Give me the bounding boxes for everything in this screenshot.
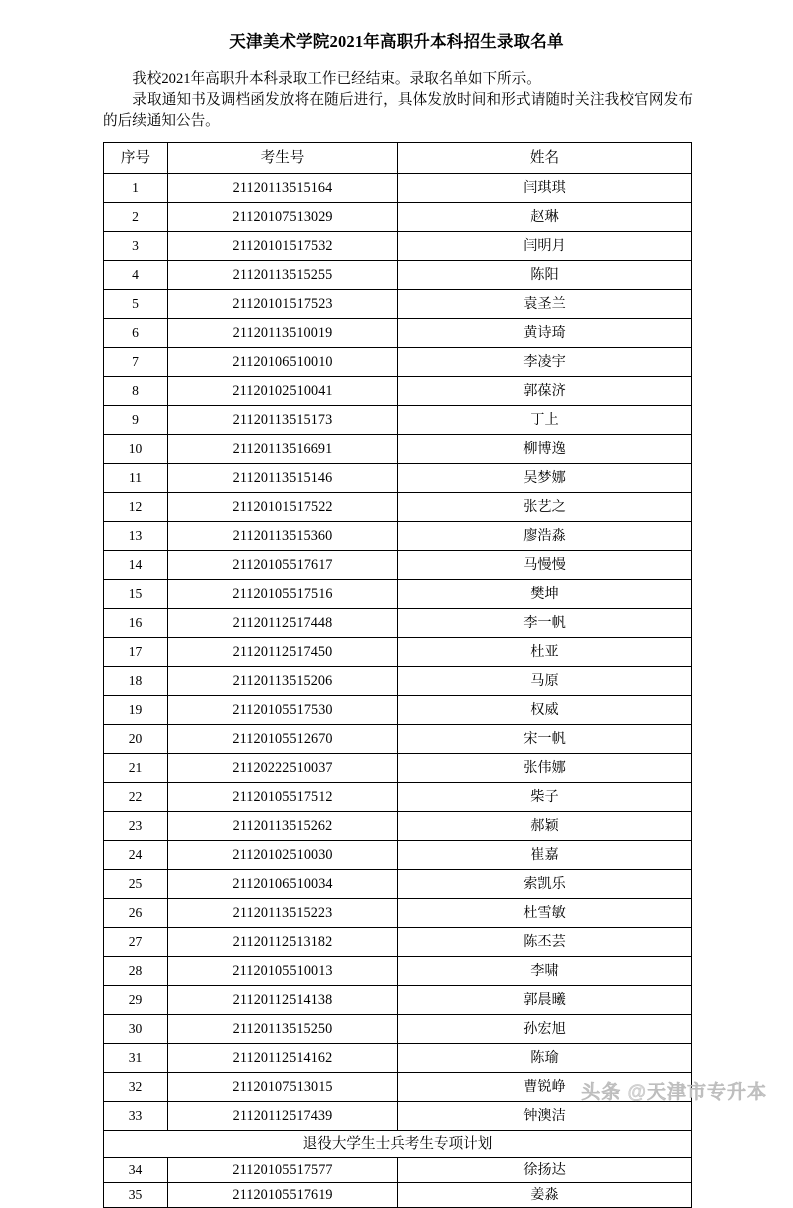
cell-exam-number: 21120113516691 xyxy=(168,435,398,464)
cell-index: 14 xyxy=(104,551,168,580)
cell-name: 柴子 xyxy=(398,783,692,812)
cell-exam-number: 21120107513015 xyxy=(168,1073,398,1102)
cell-exam-number: 21120112517450 xyxy=(168,638,398,667)
table-row xyxy=(104,261,692,290)
cell-name: 吴梦娜 xyxy=(398,464,692,493)
cell-exam-number: 21120112513182 xyxy=(168,928,398,957)
cell-name: 姜淼 xyxy=(398,1183,692,1208)
page-title: 天津美术学院2021年高职升本科招生录取名单 xyxy=(229,32,564,51)
cell-index: 21 xyxy=(104,754,168,783)
cell-index: 11 xyxy=(104,464,168,493)
table-header-row xyxy=(104,143,692,174)
cell-exam-number: 21120101517523 xyxy=(168,290,398,319)
cell-exam-number: 21120102510030 xyxy=(168,841,398,870)
table-row xyxy=(104,812,692,841)
cell-name: 廖浩淼 xyxy=(398,522,692,551)
table-row xyxy=(104,377,692,406)
cell-name: 陈阳 xyxy=(398,261,692,290)
table-row xyxy=(104,319,692,348)
table-row xyxy=(104,551,692,580)
section-label: 退役大学生士兵考生专项计划 xyxy=(104,1131,692,1158)
table-row xyxy=(104,986,692,1015)
cell-index: 20 xyxy=(104,725,168,754)
intro-line-1: 我校2021年高职升本科录取工作已经结束。录取名单如下所示。 xyxy=(132,71,541,87)
cell-exam-number: 21120113510019 xyxy=(168,319,398,348)
cell-exam-number: 21120113515206 xyxy=(168,667,398,696)
table-row xyxy=(104,1015,692,1044)
cell-name: 崔嘉 xyxy=(398,841,692,870)
cell-name: 徐扬达 xyxy=(398,1158,692,1183)
table-row xyxy=(104,667,692,696)
cell-index: 16 xyxy=(104,609,168,638)
table-row xyxy=(104,928,692,957)
cell-name: 张伟娜 xyxy=(398,754,692,783)
cell-exam-number: 21120112517448 xyxy=(168,609,398,638)
table-row xyxy=(104,174,692,203)
cell-index: 15 xyxy=(104,580,168,609)
table-row xyxy=(104,638,692,667)
cell-exam-number: 21120105512670 xyxy=(168,725,398,754)
cell-exam-number: 21120113515164 xyxy=(168,174,398,203)
cell-name: 陈丕芸 xyxy=(398,928,692,957)
intro-line-2: 录取通知书及调档函发放将在随后进行，具体发放时间和形式请随时关注我校官网发布的后续通知公告。 xyxy=(103,92,693,129)
cell-exam-number: 21120113515360 xyxy=(168,522,398,551)
table-row xyxy=(104,522,692,551)
table-row xyxy=(104,725,692,754)
cell-exam-number: 21120105517619 xyxy=(168,1183,398,1208)
table-row xyxy=(104,348,692,377)
cell-index: 7 xyxy=(104,348,168,377)
cell-index: 26 xyxy=(104,899,168,928)
cell-name: 樊坤 xyxy=(398,580,692,609)
cell-name: 闫明月 xyxy=(398,232,692,261)
cell-index: 29 xyxy=(104,986,168,1015)
table-row xyxy=(104,232,692,261)
cell-exam-number: 21120105510013 xyxy=(168,957,398,986)
table-body xyxy=(104,174,692,1208)
table-row xyxy=(104,957,692,986)
cell-exam-number: 21120113515262 xyxy=(168,812,398,841)
cell-exam-number: 21120113515173 xyxy=(168,406,398,435)
cell-exam-number: 21120113515146 xyxy=(168,464,398,493)
cell-index: 1 xyxy=(104,174,168,203)
cell-name: 曹锐峥 xyxy=(398,1073,692,1102)
cell-name: 闫琪琪 xyxy=(398,174,692,203)
cell-index: 32 xyxy=(104,1073,168,1102)
intro-paragraph xyxy=(103,69,693,132)
cell-index: 18 xyxy=(104,667,168,696)
watermark: 头条 @天津市专升本 xyxy=(581,1082,767,1103)
cell-name: 权威 xyxy=(398,696,692,725)
cell-exam-number: 21120222510037 xyxy=(168,754,398,783)
cell-name: 杜亚 xyxy=(398,638,692,667)
table-row xyxy=(104,1158,692,1183)
cell-index: 6 xyxy=(104,319,168,348)
cell-name: 柳博逸 xyxy=(398,435,692,464)
cell-name: 李凌宇 xyxy=(398,348,692,377)
cell-name: 郭葆济 xyxy=(398,377,692,406)
cell-exam-number: 21120112514138 xyxy=(168,986,398,1015)
cell-exam-number: 21120105517577 xyxy=(168,1158,398,1183)
table-row xyxy=(104,609,692,638)
table-row xyxy=(104,580,692,609)
cell-index: 2 xyxy=(104,203,168,232)
cell-name: 钟澳洁 xyxy=(398,1102,692,1131)
cell-name: 孙宏旭 xyxy=(398,1015,692,1044)
cell-name: 赵琳 xyxy=(398,203,692,232)
cell-exam-number: 21120105517512 xyxy=(168,783,398,812)
cell-exam-number: 21120112514162 xyxy=(168,1044,398,1073)
cell-name: 袁圣兰 xyxy=(398,290,692,319)
table-row xyxy=(104,696,692,725)
cell-exam-number: 21120112517439 xyxy=(168,1102,398,1131)
cell-index: 30 xyxy=(104,1015,168,1044)
cell-index: 12 xyxy=(104,493,168,522)
cell-index: 10 xyxy=(104,435,168,464)
cell-name: 丁上 xyxy=(398,406,692,435)
cell-name: 郭晨曦 xyxy=(398,986,692,1015)
table-row xyxy=(104,870,692,899)
cell-index: 23 xyxy=(104,812,168,841)
table-row xyxy=(104,493,692,522)
cell-index: 24 xyxy=(104,841,168,870)
table-row xyxy=(104,841,692,870)
table-row xyxy=(104,783,692,812)
roster-table-container xyxy=(103,142,691,1208)
cell-exam-number: 21120106510034 xyxy=(168,870,398,899)
table-row xyxy=(104,406,692,435)
table-row xyxy=(104,464,692,493)
table-row xyxy=(104,899,692,928)
cell-index: 34 xyxy=(104,1158,168,1183)
cell-exam-number: 21120101517532 xyxy=(168,232,398,261)
cell-name: 李一帆 xyxy=(398,609,692,638)
cell-index: 27 xyxy=(104,928,168,957)
roster-table xyxy=(103,142,692,1208)
cell-name: 张艺之 xyxy=(398,493,692,522)
cell-name: 陈瑜 xyxy=(398,1044,692,1073)
cell-index: 28 xyxy=(104,957,168,986)
cell-index: 22 xyxy=(104,783,168,812)
cell-name: 索凯乐 xyxy=(398,870,692,899)
cell-index: 31 xyxy=(104,1044,168,1073)
cell-exam-number: 21120107513029 xyxy=(168,203,398,232)
cell-index: 4 xyxy=(104,261,168,290)
table-header xyxy=(104,143,692,174)
column-header-index: 序号 xyxy=(104,143,168,174)
cell-index: 13 xyxy=(104,522,168,551)
cell-index: 9 xyxy=(104,406,168,435)
table-row xyxy=(104,290,692,319)
column-header-exam-number: 考生号 xyxy=(168,143,398,174)
cell-name: 黄诗琦 xyxy=(398,319,692,348)
cell-exam-number: 21120113515250 xyxy=(168,1015,398,1044)
cell-exam-number: 21120106510010 xyxy=(168,348,398,377)
cell-exam-number: 21120105517617 xyxy=(168,551,398,580)
table-row xyxy=(104,1102,692,1131)
table-row xyxy=(104,203,692,232)
cell-name: 杜雪敏 xyxy=(398,899,692,928)
cell-index: 3 xyxy=(104,232,168,261)
cell-exam-number: 21120102510041 xyxy=(168,377,398,406)
cell-exam-number: 21120113515255 xyxy=(168,261,398,290)
table-row xyxy=(104,435,692,464)
table-section-row xyxy=(104,1131,692,1158)
cell-name: 马原 xyxy=(398,667,692,696)
cell-name: 宋一帆 xyxy=(398,725,692,754)
cell-exam-number: 21120101517522 xyxy=(168,493,398,522)
cell-index: 25 xyxy=(104,870,168,899)
table-row xyxy=(104,754,692,783)
cell-name: 李啸 xyxy=(398,957,692,986)
table-row xyxy=(104,1044,692,1073)
table-row xyxy=(104,1183,692,1208)
cell-index: 17 xyxy=(104,638,168,667)
cell-index: 19 xyxy=(104,696,168,725)
cell-name: 郝颖 xyxy=(398,812,692,841)
cell-name: 马慢慢 xyxy=(398,551,692,580)
cell-exam-number: 21120113515223 xyxy=(168,899,398,928)
cell-exam-number: 21120105517530 xyxy=(168,696,398,725)
cell-index: 5 xyxy=(104,290,168,319)
cell-index: 8 xyxy=(104,377,168,406)
cell-index: 35 xyxy=(104,1183,168,1208)
cell-exam-number: 21120105517516 xyxy=(168,580,398,609)
column-header-name: 姓名 xyxy=(398,143,692,174)
cell-index: 33 xyxy=(104,1102,168,1131)
